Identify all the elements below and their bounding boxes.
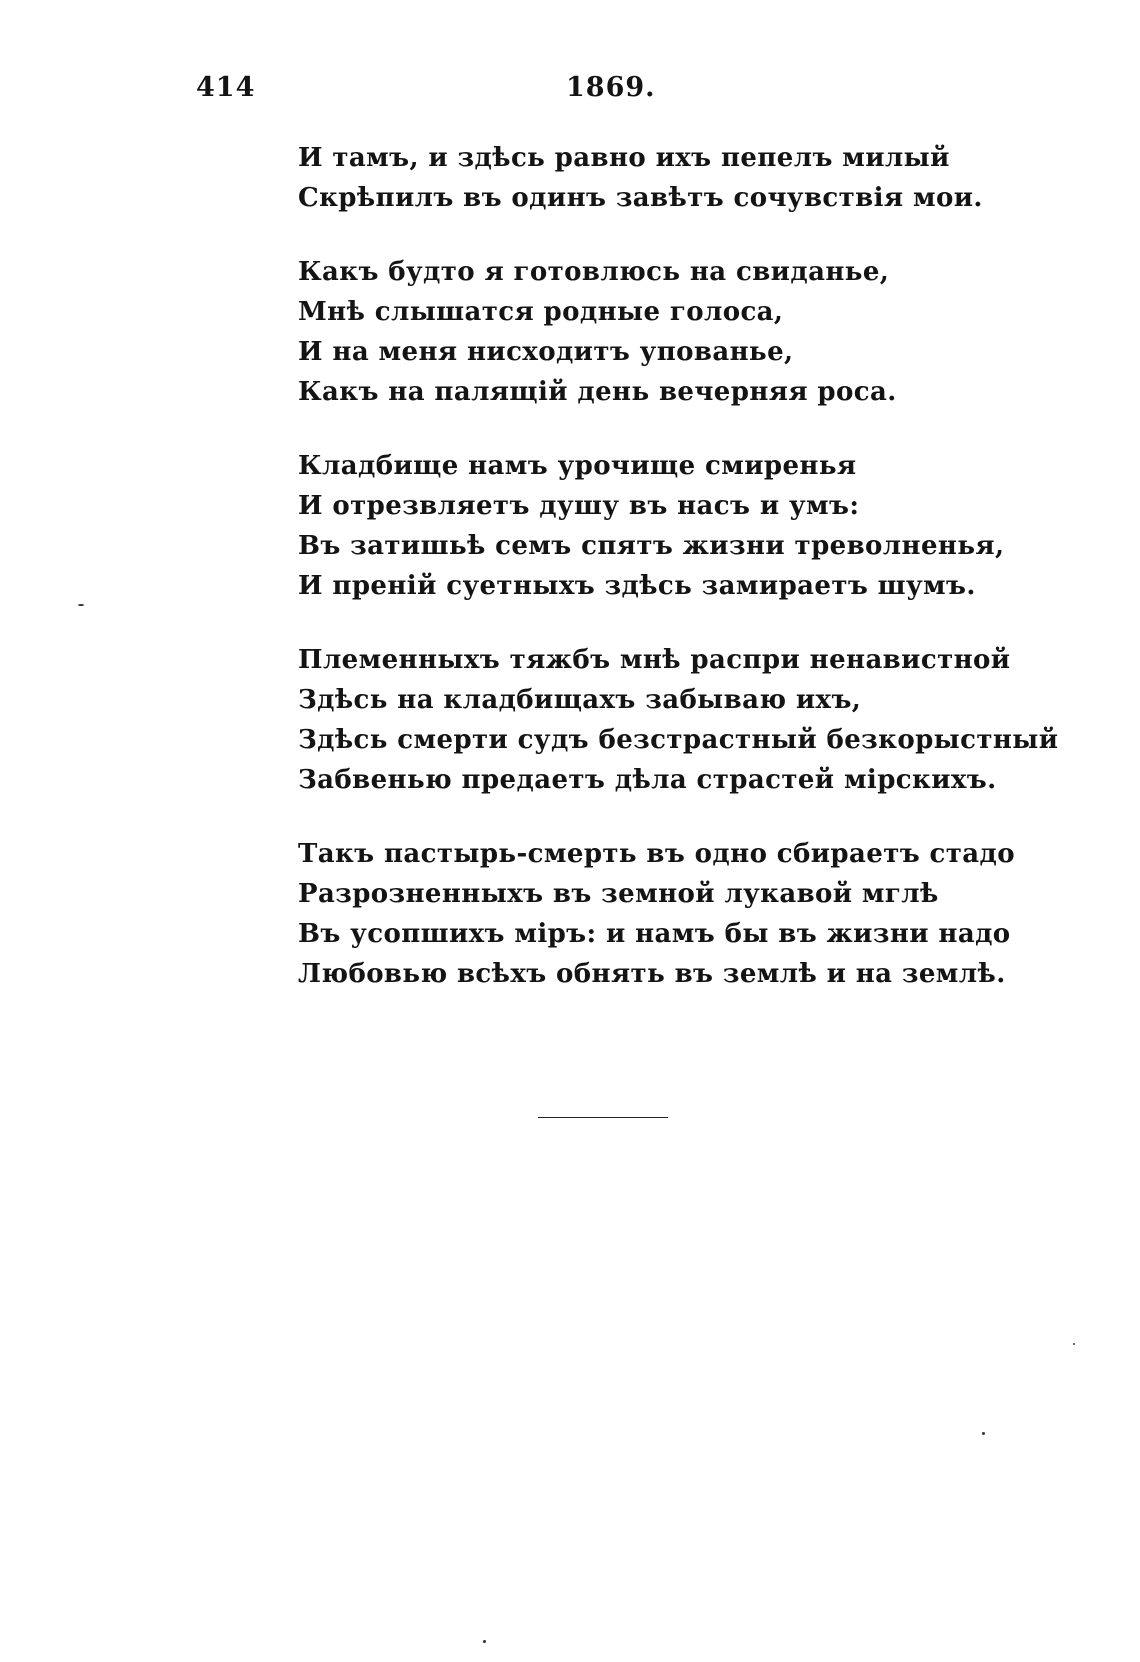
section-divider-rule <box>538 1117 668 1118</box>
poem-line: Мнѣ слышатся родные голоса, <box>298 297 784 327</box>
poem-line: Скрѣпилъ въ одинъ завѣтъ сочувствія мои. <box>298 183 983 213</box>
poem-line: Любовью всѣхъ обнять въ землѣ и на землѣ. <box>298 959 1006 989</box>
poem <box>298 138 1059 1028</box>
poem-line: Здѣсь смерти судъ безстрастный безкорыстный <box>298 725 1059 755</box>
poem-line: Племенныхъ тяжбъ мнѣ распри ненавистной <box>298 645 1011 675</box>
scan-speck <box>78 604 84 606</box>
stanza-2 <box>298 252 1018 412</box>
poem-line: Разрозненныхъ въ земной лукавой мглѣ <box>298 879 939 909</box>
scan-speck <box>1073 1343 1075 1345</box>
scan-speck <box>483 1640 486 1643</box>
poem-line: Кладбище намъ урочище смиренья <box>298 451 857 481</box>
poem-line: Здѣсь на кладбищахъ забываю ихъ, <box>298 685 862 715</box>
poem-line: Какъ на палящій день вечерняя роса. <box>298 377 897 407</box>
stanza-1 <box>298 138 1018 218</box>
poem-line: И отрезвляетъ душу въ насъ и умъ: <box>298 491 860 521</box>
poem-line: И преній суетныхъ здѣсь замираетъ шумъ. <box>298 571 976 601</box>
poem-line: И тамъ, и здѣсь равно ихъ пепелъ милый <box>298 143 950 173</box>
scan-speck <box>982 1432 985 1435</box>
stanza-3 <box>298 446 1018 606</box>
page-number: 414 <box>196 72 256 103</box>
poem-line: И на меня нисходитъ упованье, <box>298 337 794 367</box>
stanza-4 <box>298 640 1059 800</box>
poem-line: Забвенью предаетъ дѣла страстей мірскихъ. <box>298 765 997 795</box>
running-head-year: 1869. <box>566 72 656 103</box>
poem-line: Въ затишьѣ семъ спятъ жизни треволненья, <box>298 531 1005 561</box>
poem-line: Какъ будто я готовлюсь на свиданье, <box>298 257 890 287</box>
poem-line: Въ усопшихъ міръ: и намъ бы въ жизни надо <box>298 919 1011 949</box>
poem-line: Такъ пастырь-смерть въ одно сбираетъ стадо <box>298 839 1015 869</box>
stanza-5 <box>298 834 1018 994</box>
